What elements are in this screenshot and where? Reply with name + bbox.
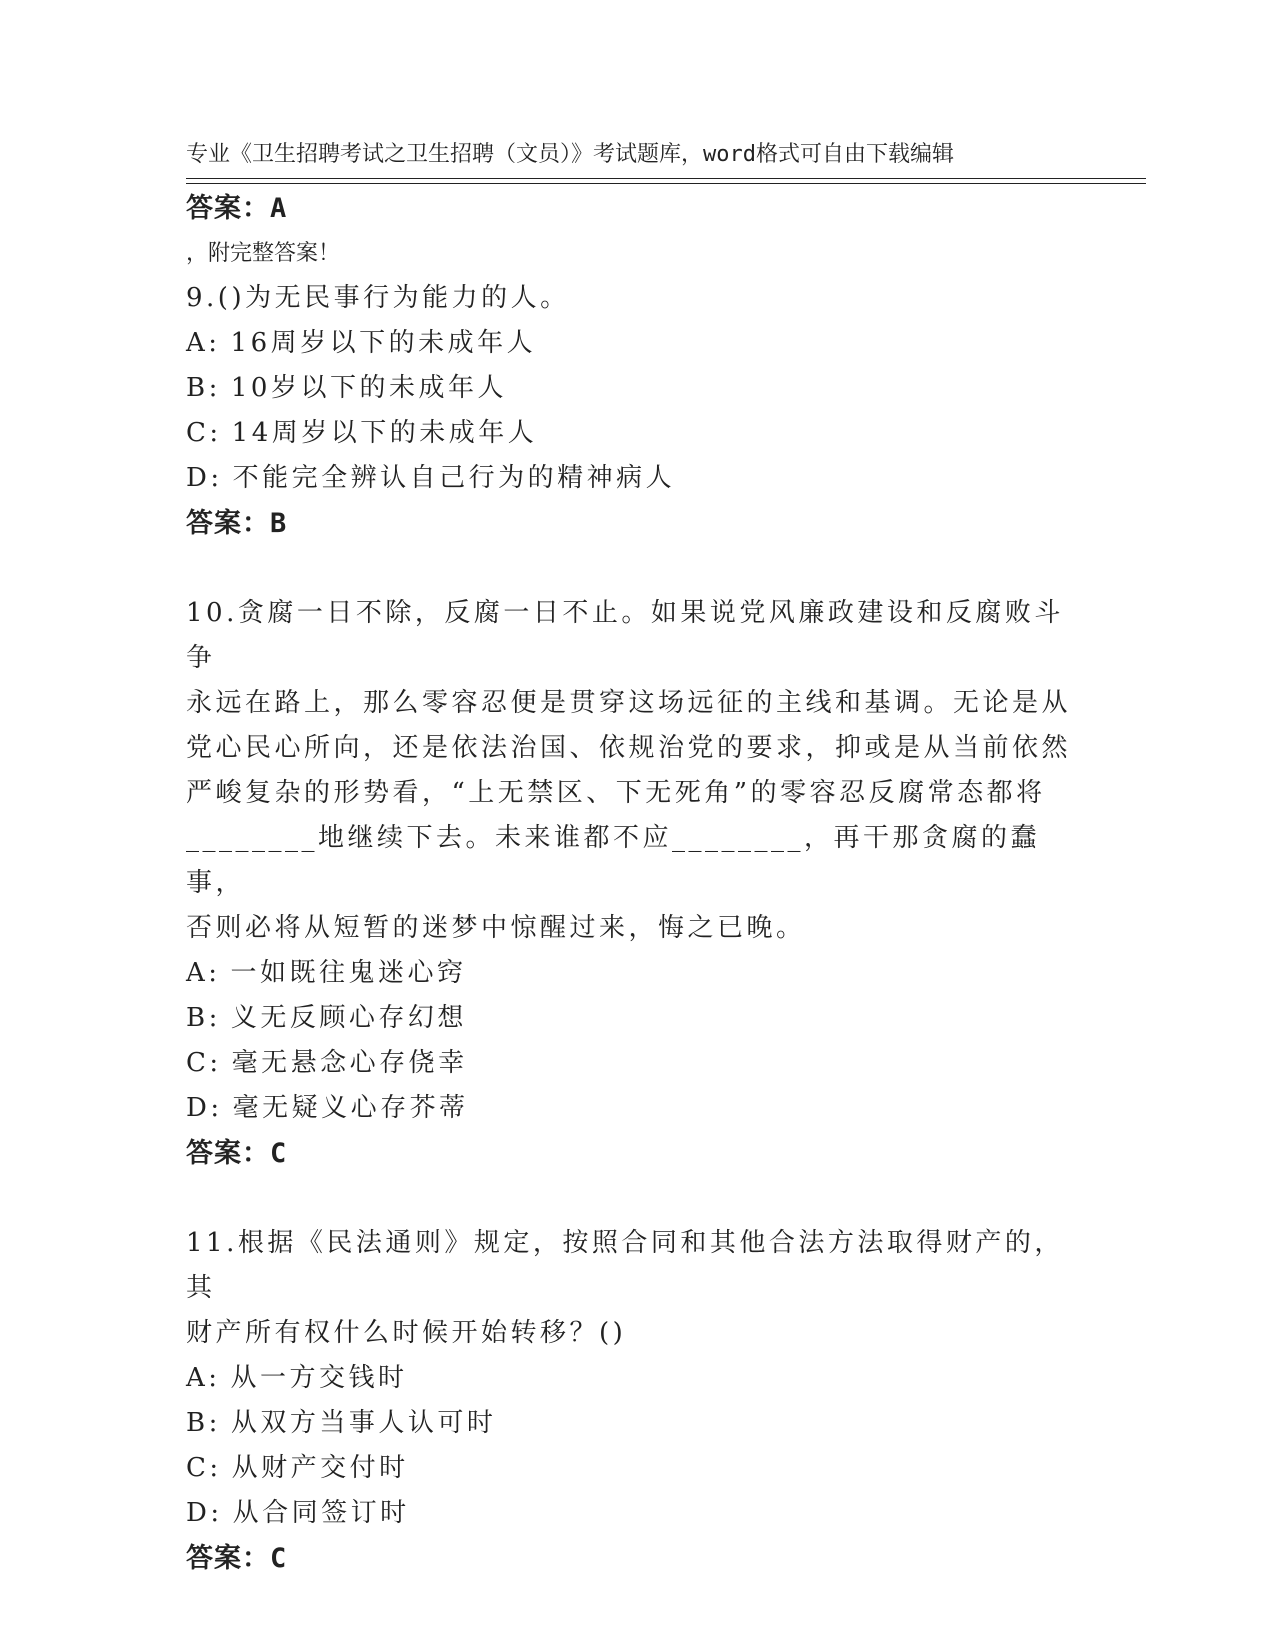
option-c (186, 1446, 1086, 1491)
option-d (186, 1491, 1086, 1536)
option-text: 从双方当事人认可时 (230, 1408, 497, 1438)
option-b (186, 996, 1086, 1041)
answer-q9: 答案：B (186, 508, 288, 539)
question-stem-line: 党心民心所向，还是依法治国、依规治党的要求，抑或是从当前依然 (186, 733, 1072, 763)
option-a (186, 1356, 1086, 1401)
question-stem-line: 严峻复杂的形势看，“上无禁区、下无死角”的零容忍反腐常态都将 (186, 778, 1046, 808)
option-b (186, 1401, 1086, 1446)
spacer (186, 1176, 1086, 1221)
option-label: C: (186, 1048, 222, 1078)
option-text: 毫无疑义心存芥蒂 (232, 1093, 469, 1123)
question-9 (186, 276, 1086, 546)
option-label: A: (186, 1363, 221, 1393)
option-label: D: (186, 463, 223, 493)
option-text: 从合同签订时 (232, 1498, 410, 1528)
option-label: C: (186, 418, 222, 448)
option-a (186, 321, 1086, 366)
option-text: 毫无悬念心存侥幸 (231, 1048, 468, 1078)
option-text: 16周岁以下的未成年人 (230, 328, 537, 358)
header-divider-top (186, 178, 1146, 179)
option-label: C: (186, 1453, 222, 1483)
option-label: D: (186, 1498, 223, 1528)
question-stem-line: 11.根据《民法通则》规定，按照合同和其他合法方法取得财产的，其 (186, 1228, 1064, 1303)
option-text: 从一方交钱时 (230, 1363, 408, 1393)
option-label: B: (186, 373, 221, 403)
option-text: 从财产交付时 (231, 1453, 409, 1483)
option-label: A: (186, 328, 221, 358)
question-stem-line: 永远在路上，那么零容忍便是贯穿这场远征的主线和基调。无论是从 (186, 688, 1072, 718)
option-text: 义无反顾心存幻想 (230, 1003, 467, 1033)
option-text: 10岁以下的未成年人 (230, 373, 507, 403)
answer-q11: 答案：C (186, 1543, 288, 1574)
header-line-2: ，附完整答案！ (186, 241, 341, 266)
option-c (186, 411, 1086, 456)
option-label: D: (186, 1093, 223, 1123)
option-a (186, 951, 1086, 996)
option-text: 一如既往鬼迷心窍 (230, 958, 467, 988)
option-b (186, 366, 1086, 411)
option-label: B: (186, 1003, 221, 1033)
question-stem-line: ________地继续下去。未来谁都不应________，再干那贪腐的蠢事， (186, 823, 1041, 898)
answer-q10: 答案：C (186, 1138, 288, 1169)
spacer (186, 546, 1086, 591)
option-text: 不能完全辨认自己行为的精神病人 (232, 463, 676, 493)
question-stem: 9.()为无民事行为能力的人。 (186, 283, 570, 313)
question-stem-line: 10.贪腐一日不除，反腐一日不止。如果说党风廉政建设和反腐败斗争 (186, 598, 1064, 673)
answer-q8: 答案：A (186, 193, 288, 224)
question-stem-line: 财产所有权什么时候开始转移？() (186, 1318, 627, 1348)
question-10 (186, 591, 1086, 1176)
question-stem-line: 否则必将从短暂的迷梦中惊醒过来，悔之已晚。 (186, 913, 806, 943)
option-c (186, 1041, 1086, 1086)
option-label: A: (186, 958, 221, 988)
spacer (186, 231, 1086, 276)
header-divider-bottom (186, 183, 1146, 184)
option-d (186, 1086, 1086, 1131)
option-label: B: (186, 1408, 221, 1438)
option-text: 14周岁以下的未成年人 (231, 418, 538, 448)
option-d (186, 456, 1086, 501)
question-11 (186, 1221, 1086, 1581)
header-line-1: 专业《卫生招聘考试之卫生招聘（文员）》考试题库，word格式可自由下载编辑 (186, 142, 954, 167)
question-list (186, 186, 1086, 1581)
